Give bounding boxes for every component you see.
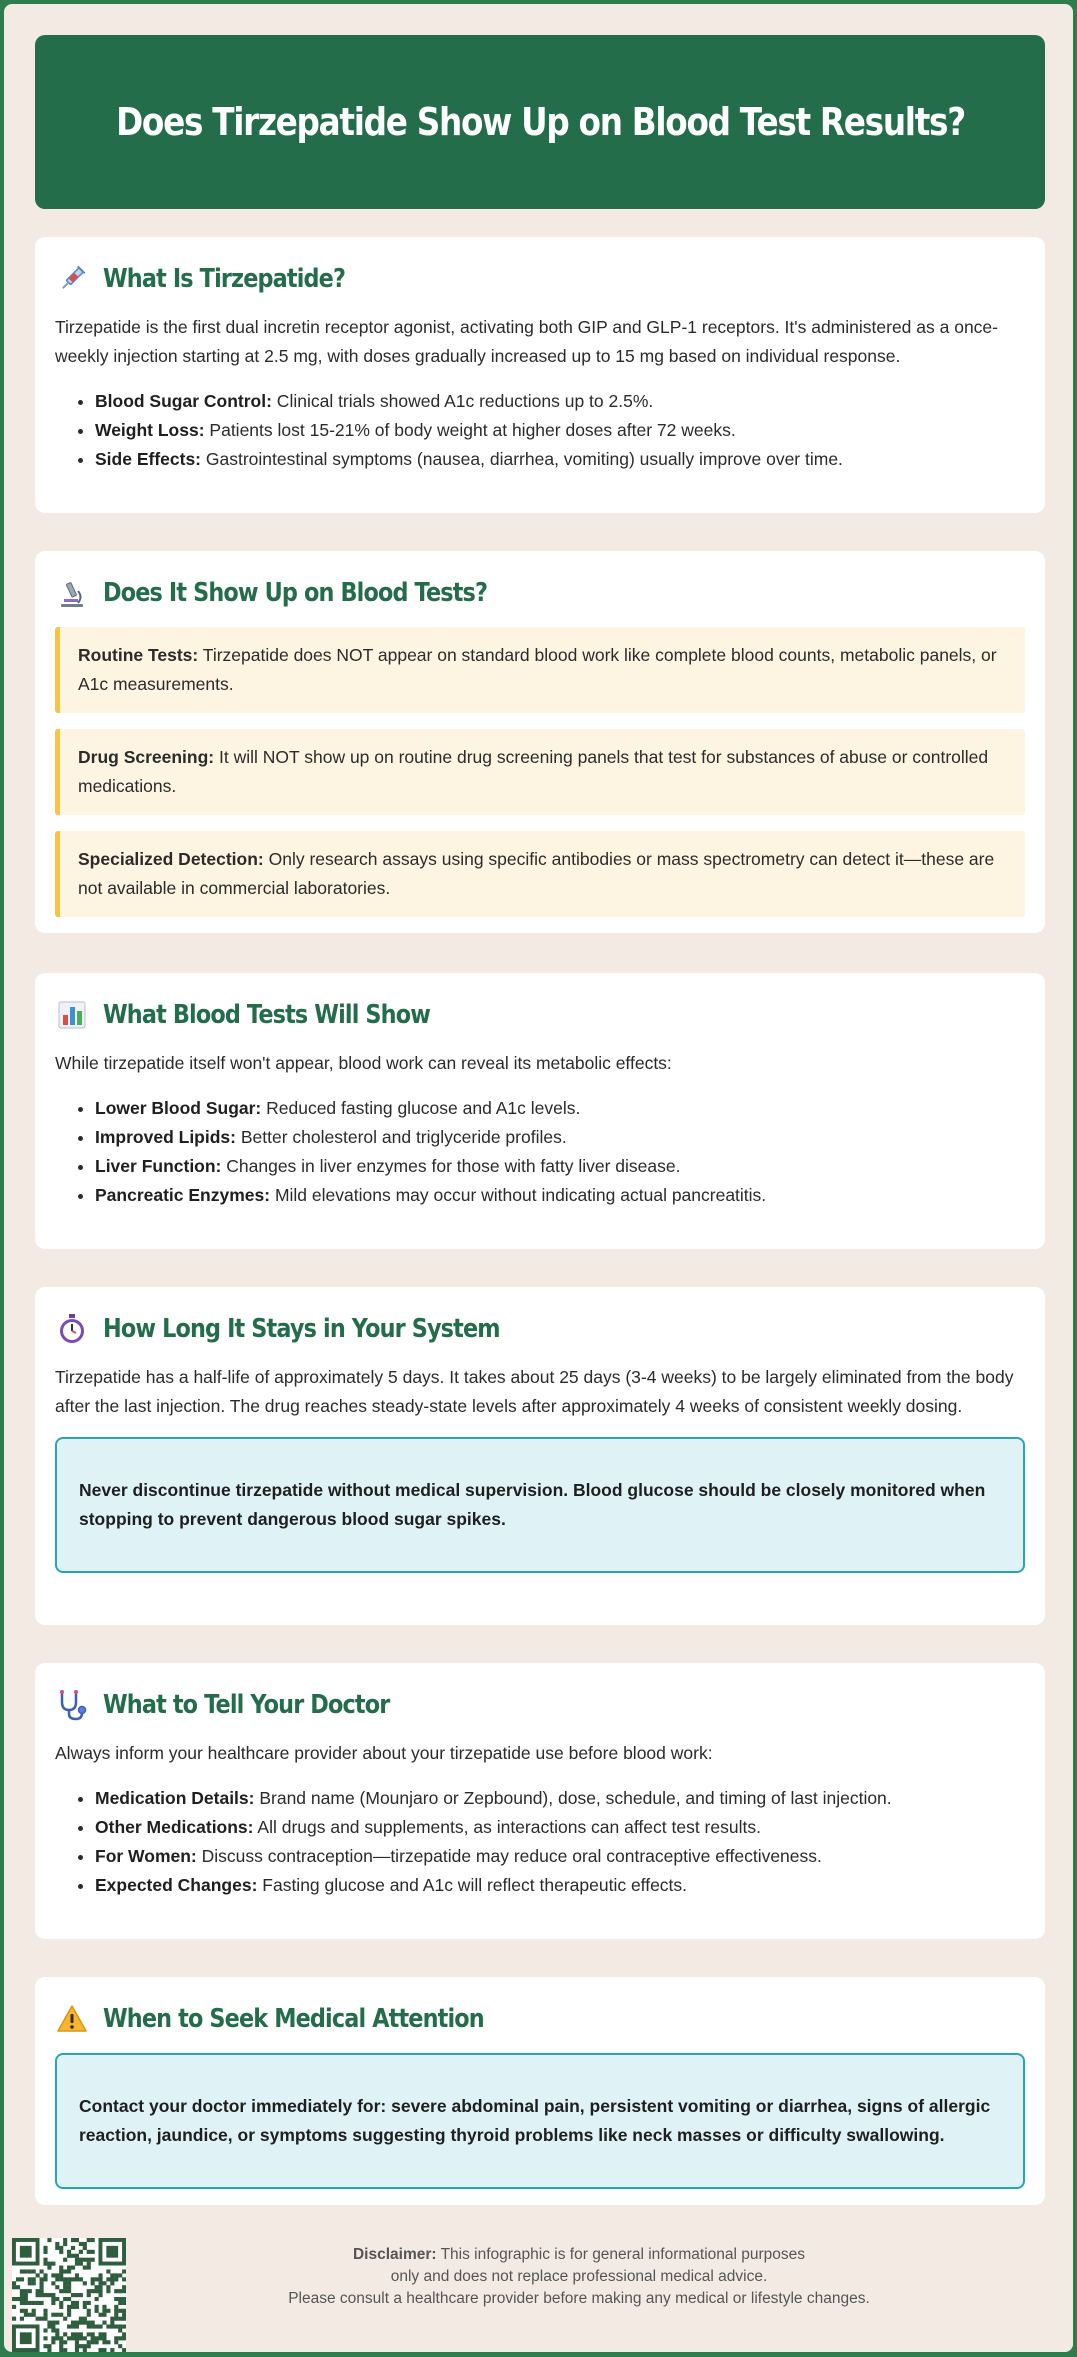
section-title-row — [55, 995, 1025, 1035]
section-intro: Always inform your healthcare provider about your tirzepatide use before blood work: — [55, 1743, 713, 1763]
item-label: Lower Blood Sugar: — [95, 1098, 262, 1118]
qr-code — [12, 2238, 126, 2352]
doctor-list — [55, 1784, 1025, 1900]
list-item — [95, 1181, 1025, 1210]
section-what-is — [35, 237, 1045, 513]
stopwatch-icon — [55, 1312, 89, 1346]
section-tell-doctor — [35, 1663, 1045, 1939]
section-title-row — [55, 1999, 1025, 2039]
item-label: For Women: — [95, 1846, 197, 1866]
disclaimer-line-1 — [204, 2244, 954, 2266]
item-text: Changes in liver enzymes for those with fatty liver disease. — [221, 1156, 681, 1176]
item-text: Mild elevations may occur without indicating actual pancreatitis. — [270, 1185, 767, 1205]
list-item — [95, 416, 1025, 445]
page-title: Does Tirzepatide Show Up on Blood Test Results? — [115, 100, 965, 144]
item-text: Brand name (Mounjaro or Zepbound), dose, schedule, and timing of last injection. — [254, 1788, 892, 1808]
page-header — [35, 35, 1045, 209]
callout-text: It will NOT show up on routine drug screening panels that test for substances of abuse or controlled medications. — [78, 747, 989, 796]
syringe-icon — [55, 262, 89, 296]
list-item — [95, 1123, 1025, 1152]
section-heading: What Blood Tests Will Show — [103, 1000, 431, 1030]
list-item — [95, 1813, 1025, 1842]
item-text: Fasting glucose and A1c will reflect therapeutic effects. — [257, 1875, 688, 1895]
section-heading: What Is Tirzepatide? — [103, 264, 346, 294]
item-text: Clinical trials showed A1c reductions up to 2.5%. — [271, 391, 654, 411]
section-heading: Does It Show Up on Blood Tests? — [103, 578, 488, 608]
item-text: Gastrointestinal symptoms (nausea, diarrhea, vomiting) usually improve over time. — [201, 449, 843, 469]
warning-icon — [55, 2002, 89, 2036]
item-text: Discuss contraception—tirzepatide may reduce oral contraceptive effectiveness. — [196, 1846, 822, 1866]
item-label: Other Medications: — [95, 1817, 254, 1837]
disclaimer-line-3: Please consult a healthcare provider before making any medical or lifestyle changes. — [288, 2290, 870, 2307]
list-item — [95, 387, 1025, 416]
fact-list — [55, 387, 1025, 474]
item-label: Blood Sugar Control: — [95, 391, 272, 411]
section-intro: While tirzepatide itself won't appear, blood work can reveal its metabolic effects: — [55, 1053, 672, 1073]
callout-label: Drug Screening: — [78, 747, 215, 767]
callout-label: Routine Tests: — [78, 645, 199, 665]
callout-drug-screening — [55, 729, 1025, 815]
section-what-shows — [35, 973, 1045, 1249]
callout-text: Tirzepatide does NOT appear on standard blood work like complete blood counts, metabolic panels, or A1c measurements. — [78, 645, 997, 694]
item-text: Reduced fasting glucose and A1c levels. — [261, 1098, 581, 1118]
alert-text: Contact your doctor immediately for: severe abdominal pain, persistent vomiting or diarrhea, signs of allergic reaction, jaundice, or symptoms suggesting thyroid problems like neck masses or difficulty swallowing. — [79, 2096, 991, 2145]
effects-list — [55, 1094, 1025, 1210]
callout-specialized-detection — [55, 831, 1025, 917]
list-item — [95, 1784, 1025, 1813]
item-label: Side Effects: — [95, 449, 201, 469]
item-text: All drugs and supplements, as interactions can affect test results. — [253, 1817, 761, 1837]
section-heading: How Long It Stays in Your System — [103, 1314, 500, 1344]
section-intro: Tirzepatide has a half-life of approximately 5 days. It takes about 25 days (3-4 weeks) to be largely eliminated from the body after the last injection. The drug reaches steady-state levels after approximately 4 weeks of consistent weekly dosing. — [55, 1367, 1014, 1416]
list-item — [95, 1842, 1025, 1871]
page-frame — [4, 4, 1073, 2352]
callout-label: Specialized Detection: — [78, 849, 264, 869]
section-title-row — [55, 259, 1025, 299]
supervision-alert — [55, 1437, 1025, 1573]
list-item — [95, 1094, 1025, 1123]
callout-routine-tests — [55, 627, 1025, 713]
seek-attention-alert — [55, 2053, 1025, 2189]
disclaimer-line-2: only and does not replace professional medical advice. — [390, 2268, 768, 2285]
bar-chart-icon — [55, 998, 89, 1032]
section-heading: What to Tell Your Doctor — [103, 1690, 390, 1720]
list-item — [95, 1871, 1025, 1900]
section-title-row — [55, 1309, 1025, 1349]
section-blood-tests — [35, 551, 1045, 933]
section-title-row — [55, 1685, 1025, 1725]
item-label: Improved Lipids: — [95, 1127, 236, 1147]
section-heading: When to Seek Medical Attention — [103, 2004, 484, 2034]
item-text: Better cholesterol and triglyceride profiles. — [235, 1127, 567, 1147]
item-label: Weight Loss: — [95, 420, 205, 440]
microscope-icon — [55, 576, 89, 610]
alert-text: Never discontinue tirzepatide without medical supervision. Blood glucose should be closely monitored when stopping to prevent dangerous blood sugar spikes. — [79, 1480, 986, 1529]
item-label: Pancreatic Enzymes: — [95, 1185, 271, 1205]
disclaimer — [204, 2244, 954, 2310]
section-intro: Tirzepatide is the first dual incretin receptor agonist, activating both GIP and GLP-1 receptors. It's administered as a once-weekly injection starting at 2.5 mg, with doses gradually increased up to 15 mg based on individual response. — [55, 317, 998, 366]
item-label: Medication Details: — [95, 1788, 255, 1808]
disclaimer-text: This infographic is for general informational purposes — [436, 2246, 806, 2263]
item-label: Expected Changes: — [95, 1875, 258, 1895]
list-item — [95, 445, 1025, 474]
disclaimer-label: Disclaimer: — [352, 2246, 437, 2263]
stethoscope-icon — [55, 1688, 89, 1722]
item-text: Patients lost 15-21% of body weight at higher doses after 72 weeks. — [204, 420, 736, 440]
list-item — [95, 1152, 1025, 1181]
section-seek-attention — [35, 1977, 1045, 2205]
item-label: Liver Function: — [95, 1156, 222, 1176]
callout-text: Only research assays using specific antibodies or mass spectrometry can detect it—these are not available in commercial laboratories. — [78, 849, 995, 898]
section-how-long — [35, 1287, 1045, 1625]
section-title-row — [55, 573, 1025, 613]
